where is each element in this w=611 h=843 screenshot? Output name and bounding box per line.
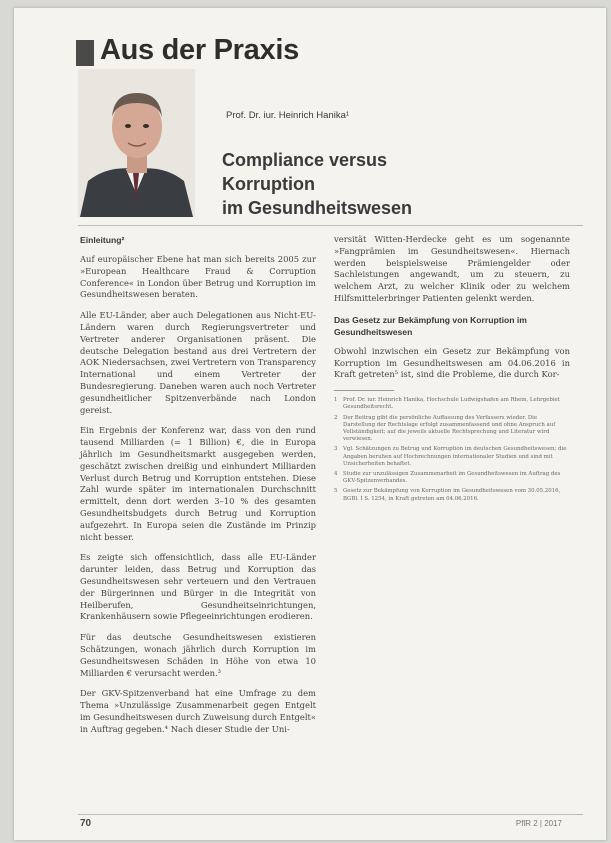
journal-reference: PflR 2 | 2017 — [515, 819, 562, 828]
page-number: 70 — [80, 818, 92, 829]
author-portrait-icon — [78, 69, 195, 217]
right-column — [334, 234, 570, 506]
footnote-number: 2 — [334, 414, 338, 421]
footnote — [334, 471, 570, 485]
section-heading-einleitung: Einleitung² — [80, 235, 125, 245]
footnote-number: 3 — [334, 446, 338, 453]
body-paragraph: Es zeigte sich offensichtlich, dass alle EU-Länder darunter leiden, dass Betrug und Korruption das Gesundheitswesen sehr verteuern und den Vertrauen der Bürgerinnen und Bürger in die Integrität von Heilberufen, Gesundheitseinrichtungen, Krankenhäusern sowie Pflegeeinrichtungen erodieren. — [80, 552, 316, 622]
footnote-number: 5 — [334, 488, 338, 495]
footnote-text: Gesetz zur Bekämpfung von Korruption im Gesundheitswesen vom 30.05.2016, BGBl. I S. 1254, in Kraft getreten am 04.06.2016. — [343, 488, 561, 502]
body-paragraph: Alle EU-Länder, aber auch Delegationen aus Nicht-EU-Ländern waren durch Regierungsvertreter und Vertreter anderer Organisationen präsent. Die deutsche Delegation bestand aus drei Vertretern der AOK Niedersachsen, zwei Vertretern von Transparency International und einem Vertreter der Bundesregierung. Daneben waren auch noch Vertreter gesundheitlicher Spitzenverbände nach London gereist. — [80, 310, 316, 415]
body-paragraph: versität Witten-Herdecke geht es um sogenannte »Fangprämien im Gesundheitswesen«. Hiernach werden beispielsweise Prämiengelder oder Sachleistungen angewandt, um zu steuern, zu welchem Arzt, zu welcher Klinik oder zu welchem Hilfsmittelerbringer Patienten gelenkt werden. — [334, 234, 570, 303]
body-paragraph: Ein Ergebnis der Konferenz war, dass von den rund tausend Milliarden (= 1 Billion) €, die in Europa jährlich im Gesundheitsmarkt ausgegeben werden, geschätzt zwischen dreißig und einhundert Milliarden Verlust durch Betrug und Korruption entstehen. Diese Zahl wurde später im internationalen Durchschnitt ermittelt, denn dort werden 3–10 % des gesamten Gesundheitsbudgets durch Betrug und Korruption aufgezehrt. In Europa seien die Zustände im Prinzip nicht besser. — [80, 425, 316, 542]
footnotes-list — [334, 397, 570, 503]
article-title-line1: Compliance versus Korruption — [222, 150, 388, 194]
left-column — [80, 234, 316, 744]
journal-page — [14, 8, 606, 840]
footnote — [334, 488, 570, 502]
section-marker — [76, 40, 94, 66]
section-title: Aus der Praxis — [100, 34, 299, 66]
footnote-text: Prof. Dr. iur. Heinrich Hanika, Hochschule Ludwigshafen am Rhein, Lehrgebiet Gesundheitsrecht. — [343, 397, 560, 411]
body-paragraph: Der GKV-Spitzenverband hat eine Umfrage zu dem Thema »Unzulässige Zusammenarbeit gegen Entgelt im Gesundheitswesen durch Zuweisung durch Entgelt« in Auftrag gegeben.⁴ Nach dieser Studie der Uni- — [80, 688, 316, 734]
footnote-text: Studie zur unzulässigen Zusammenarbeit im Gesundheitswesen im Auftrag des GKV-Spitzenverbandes. — [343, 471, 561, 485]
footer-divider — [78, 814, 583, 815]
footnote-text: Vgl. Schätzungen zu Betrug und Korruption im deutschen Gesundheitswesen; die Angaben beruhen auf Hochrechnungen internationaler Studien und sind mit Unsicherheiten behaftet. — [343, 446, 567, 467]
footnote — [334, 397, 570, 411]
footnote — [334, 446, 570, 468]
author-photo — [78, 69, 195, 217]
article-title-line2: im Gesundheitswesen — [222, 198, 413, 218]
footnote-text: Der Beitrag gibt die persönliche Auffassung des Verfassers wieder. Die Darstellung der Rechtslage erfolgt zusammenfassend und ohne Anspruch auf Vollständigkeit; auf die jeweils aktuelle Rechtsprechung und Literatur wird verwiesen. — [343, 414, 556, 443]
article-title — [222, 148, 482, 220]
footnote-divider — [334, 390, 394, 391]
footnote-number: 4 — [334, 471, 338, 477]
footnote — [334, 415, 570, 444]
author-name: Prof. Dr. iur. Heinrich Hanika¹ — [226, 110, 350, 121]
header-divider — [78, 225, 583, 226]
section-heading-gesetz: Das Gesetz zur Bekämpfung von Korruption im Gesundheitswesen — [334, 314, 527, 337]
body-paragraph: Obwohl inzwischen ein Gesetz zur Bekämpfung von Korruption im Gesundheitswesen am 04.06.2016 in Kraft getreten⁵ ist, sind die Probleme, die durch Kor- — [334, 345, 570, 380]
footnote-number: 1 — [334, 397, 338, 404]
body-paragraph: Für das deutsche Gesundheitswesen existieren Schätzungen, wonach jährlich durch Korruption im Gesundheitswesen Schäden in Höhe von etwa 10 Milliarden € verursacht werden.³ — [80, 632, 316, 678]
body-paragraph: Auf europäischer Ebene hat man sich bereits 2005 zur »European Healthcare Fraud & Corruption Conference« in London über Betrug und Korruption im Gesundheitswesen beraten. — [80, 254, 316, 300]
